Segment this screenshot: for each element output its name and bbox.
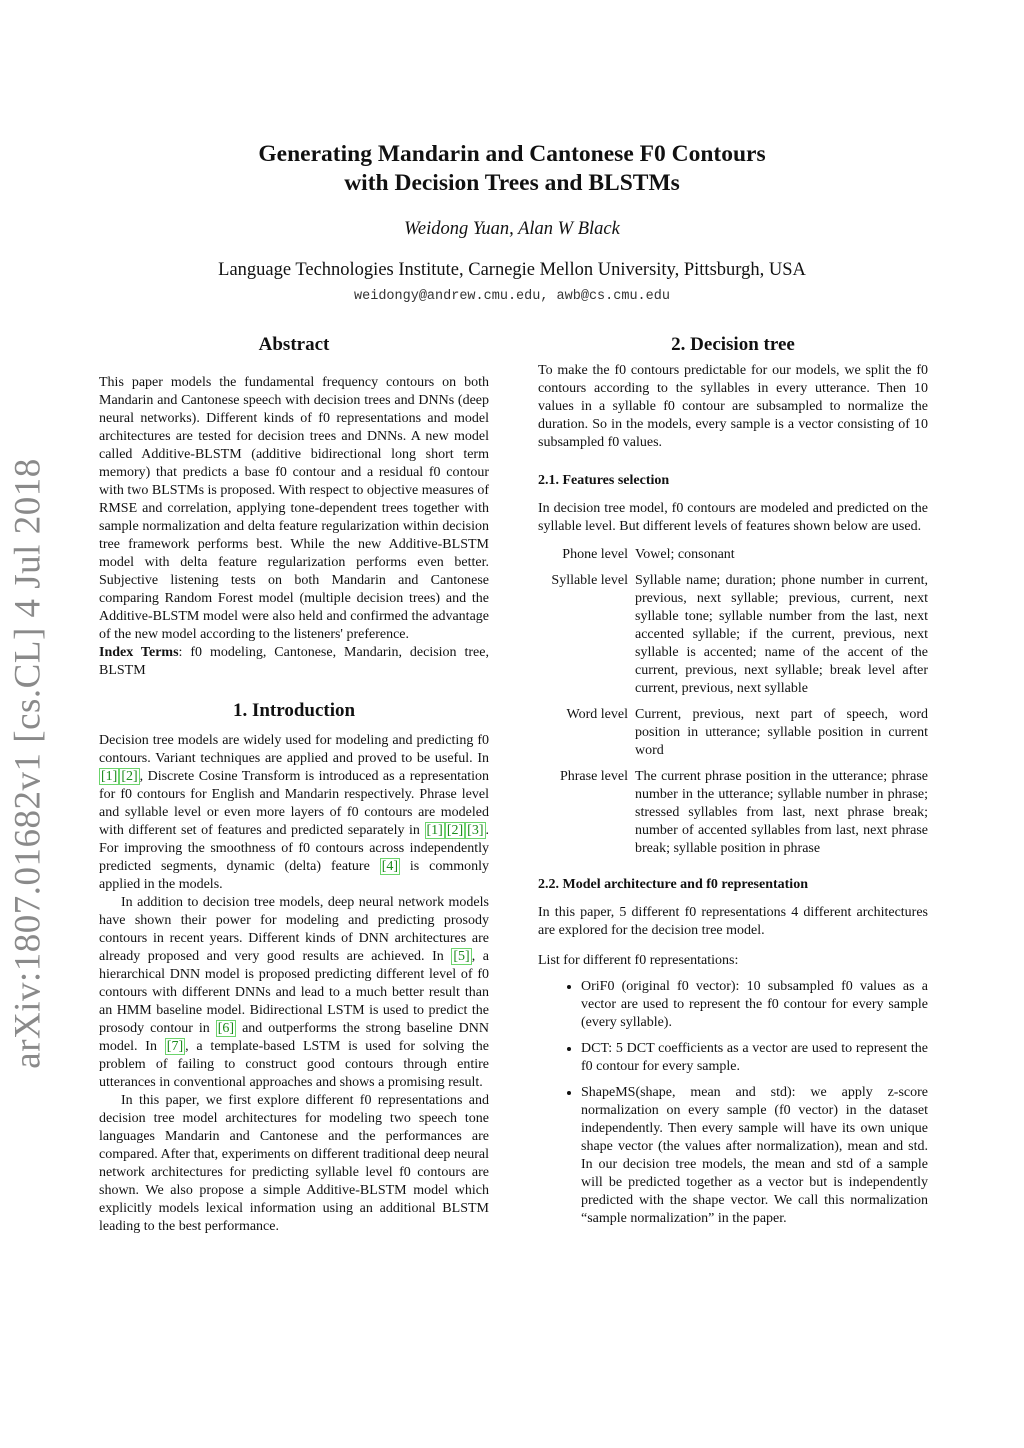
feature-row	[538, 768, 928, 858]
subsection-2-1-paragraph: In decision tree model, f0 contours are modeled and predicted on the syllable level. But different levels of features shown below are used.	[538, 501, 928, 534]
citation-link[interactable]: [5]	[453, 949, 470, 964]
feature-description: Syllable name; duration; phone number in current, previous, next syllable; previous, current, next syllable tone; syllable number from the last, next accented syllable; if the current, previous, next syllable is accented; name of the accent of the current, previous, next syllable; break level after current, previous, next syllable	[635, 573, 928, 696]
section-2-paragraph: To make the f0 contours predictable for our models, we split the f0 contours according to the syllables in every utterance. Then 10 values in a syllable f0 contour are subsampled to normalize the duration. So in the models, every sample is a vector consisting of 10 subsampled f0 values.	[538, 363, 928, 450]
list-item: • DCT: 5 DCT coefficients as a vector are used to represent the f0 contour for every sample.	[581, 1040, 928, 1076]
feature-level-label: Syllable level	[551, 573, 628, 588]
feature-description: The current phrase position in the utterance; phrase number in the utterance; syllable number in phrase; stressed syllables from last, next phrase break; number of accented syllables from last, next phrase break; syllable position in phrase	[635, 769, 928, 856]
arxiv-identifier: arXiv:1807.01682v1 [cs.CL] 4 Jul 2018	[7, 458, 49, 1069]
intro-paragraph-3: In this paper, we first explore different f0 representations and decision tree model architectures for modeling two speech tone languages Mandarin and Cantonese and the performances are compared. After that, experiments on different traditional deep neural network architectures for predicting syllable level f0 contours are shown. We also propose a simple Additive-BLSTM model which explicitly models lexical information using an additional BLSTM leading to the best performance.	[99, 1093, 489, 1234]
affiliation: Language Technologies Institute, Carnegie Mellon University, Pittsburgh, USA	[218, 260, 806, 280]
title-line-1: Generating Mandarin and Cantonese F0 Contours	[258, 141, 766, 167]
author-emails: weidongy@andrew.cmu.edu, awb@cs.cmu.edu	[354, 289, 670, 304]
citation-link[interactable]: [2]	[121, 769, 138, 784]
section-2-heading: 2. Decision tree	[671, 334, 795, 355]
feature-row	[538, 572, 928, 698]
abstract-heading: Abstract	[258, 334, 330, 355]
citation-link[interactable]: [1]	[101, 769, 118, 784]
feature-description: Vowel; consonant	[635, 547, 735, 562]
subsection-2-2-paragraph: In this paper, 5 different f0 representations 4 different architectures are explored for the decision tree model.	[538, 905, 928, 938]
index-terms	[99, 644, 489, 680]
left-column	[99, 336, 489, 1236]
authors: Weidong Yuan, Alan W Black	[404, 219, 620, 239]
index-terms-label: Index Terms	[99, 645, 179, 660]
index-terms-list: : f0 modeling, Cantonese, Mandarin, decision tree, BLSTM	[99, 645, 489, 678]
right-column	[538, 336, 928, 1236]
citation-link[interactable]: [6]	[217, 1021, 235, 1036]
citation-link[interactable]: [3]	[467, 823, 484, 838]
intro-heading: 1. Introduction	[232, 700, 356, 721]
citation-link[interactable]: [4]	[381, 859, 399, 874]
abstract-body: This paper models the fundamental frequency contours on both Mandarin and Cantonese speech with decision trees and DNNs (deep neural networks). Different kinds of f0 representations and model architectures are tested for decision trees and DNNs. A new model called Additive-BLSTM (additive bidirectional long short term memory) that predicts a base f0 contour and a residual f0 contour with two BLSTMs is proposed. With respect to objective measures of RMSE and correlation, applying tone-dependent trees together with sample normalization and delta feature regularization within decision tree framework performs best. While the new Additive-BLSTM model with delta feature regularization performs even better. Subjective listening tests on both Mandarin and Cantonese comparing Random Forest model (multiple decision trees) and the Additive-BLSTM model were also held and confirmed the advantage of the new model according to the listeners' preference.	[99, 375, 489, 642]
citation-link[interactable]: [7]	[166, 1039, 184, 1054]
representation-list-intro: List for different f0 representations:	[538, 953, 739, 968]
representation-list	[538, 978, 928, 1228]
feature-description: Current, previous, next part of speech, word position in utterance; syllable position in current word	[635, 707, 928, 758]
feature-list	[538, 546, 928, 858]
subsection-2-2-heading: 2.2. Model architecture and f0 representation	[538, 877, 808, 892]
feature-level-label: Phrase level	[559, 769, 628, 784]
feature-level-label: Phone level	[562, 547, 628, 562]
feature-level-label: Word level	[566, 707, 628, 722]
intro-paragraph-2: In addition to decision tree models, deep neural network models have shown their power for modeling and predicting prosody contours in recent years. Different kinds of DNN architectures are already proposed and very good results are achieved. In [5] , a hierarchical DNN model is proposed predicting different level of f0 contours with different DNNs and lead to a much better result than an HMM baseline model. Bidirectional LSTM is used to predict the prosody contour in [6] and outperforms the strong baseline DNN model. In [7] , a template-based LSTM is used for solving the problem of failing to construct good contours through entire utterances in conventional approaches and shows a promising result.	[99, 895, 490, 1090]
citation-link[interactable]: [1]	[426, 823, 443, 838]
subsection-2-1-heading: 2.1. Features selection	[538, 473, 670, 488]
intro-paragraph-1: Decision tree models are widely used for modeling and predicting f0 contours. Variant techniques are applied and proved to be useful. In [1] [2] , Discrete Cosine Transform is introduced as a representation for f0 contours for English and Mandarin respectively. Phrase level and syllable level or even more layers of f0 contours are modeled with different set of features and predicted separately in [1] [2] [3] . For improving the smoothness of f0 contours across independently predicted segments, dynamic (delta) feature [4] is commonly applied in the models.	[99, 733, 489, 892]
paper-title	[0, 140, 1024, 198]
feature-row	[538, 706, 928, 760]
citation-link[interactable]: [2]	[446, 823, 464, 838]
feature-row	[538, 546, 928, 564]
list-item: • ShapeMS(shape, mean and std): we apply z-score normalization on every sample (f0 vector) in the dataset independently. Then every sample will have its own unique shape vector (the values after normalization), mean and std. In our decision tree models, the mean and std of a sample will be predicted together as a vector but is independently predicted with the shape vector. We call this normalization “sample normalization” in the paper.	[581, 1084, 928, 1228]
title-line-2: with Decision Trees and BLSTMs	[344, 170, 680, 196]
list-item: • OriF0 (original f0 vector): 10 subsampled f0 values as a vector are used to represent the f0 contour for every sample (every syllable).	[581, 978, 928, 1032]
